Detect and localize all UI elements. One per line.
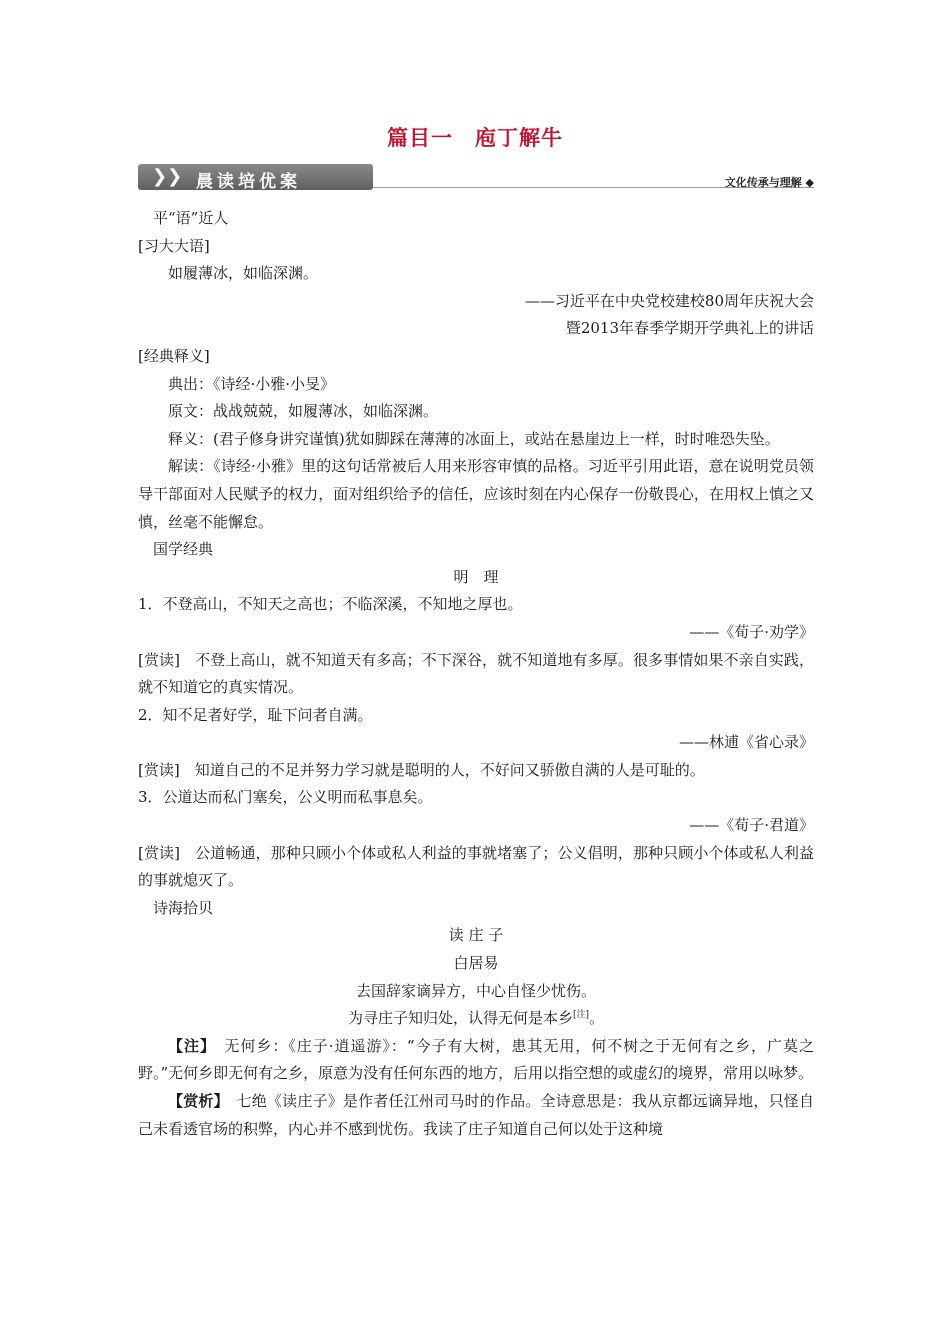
poem-title: 读 庄 子	[448, 926, 504, 945]
maxim-item: 3．公道达而私门塞矣，公义明而私事息矣。	[138, 788, 433, 807]
page-title	[0, 122, 950, 152]
sub-heading: 明 理	[453, 567, 499, 586]
note-label: 【注】	[168, 1036, 209, 1055]
maxim-item: 1．不登高山，不知天之高也；不临深溪，不知地之厚也。	[138, 595, 523, 614]
poem-note: 【注】 无何乡：《庄子·逍遥游》：“今子有大树，患其无用，何不树之于无何有之乡，广莫之野。”无何乡即无何有之乡，原意为没有任何东西的地方，后用以指空想的或虚幻的境界，常用以咏梦。	[138, 1036, 814, 1083]
main-content	[138, 205, 814, 1143]
quote-source-cont: 暨2013年春季学期开学典礼上的讲话	[565, 319, 814, 338]
section-heading: 诗海拾贝	[153, 898, 214, 917]
chevron-right-icon: ❯❯	[152, 166, 183, 187]
quote-source: ——习近平在中央党校建校80周年庆祝大会	[524, 291, 814, 310]
maxim-appreciation: [赏读] 知道自己的不足并努力学习就是聪明的人，不好问又骄傲自满的人是可耻的。	[138, 760, 705, 779]
poem-analysis: 【赏析】 七绝《读庄子》是作者任江州司马时的作品。全诗意思是：我从京都远谪异地，只怪自己未看透官场的积弊，内心并不感到忧伤。我读了庄子知道自己何以处于这种境	[138, 1092, 814, 1138]
maxim-item: 2．知不足者好学，耻下问者自满。	[138, 705, 373, 724]
section-heading: 国学经典	[153, 540, 214, 559]
interpretation-text: 释义：(君子修身讲究谨慎)犹如脚踩在薄薄的冰面上，或站在悬崖边上一样，时时唯恐失坠。	[168, 429, 780, 448]
banner-label-box	[138, 164, 373, 190]
banner-label: 晨读培优案	[196, 172, 301, 192]
poem-line-2: 为寻庄子知归处，认得无何是本乡[注]。	[347, 1009, 605, 1028]
maxim-source: ——《荀子·劝学》	[689, 622, 814, 641]
analysis-text: 解读：《诗经·小雅》里的这句话常被后人用来形容审慎的品格。习近平引用此语，意在说明党员领导干部面对人民赋予的权力，面对组织给予的信任，应该时刻在内心保存一份敬畏心，在用权上慎之又慎，丝毫不能懈怠。	[138, 457, 814, 531]
title-part-1: 篇目一	[387, 126, 453, 150]
analysis-label: 【赏析】	[168, 1092, 222, 1110]
banner-category: 文化传承与理解 ◆	[724, 176, 814, 189]
quote-text: 如履薄冰，如临深渊。	[168, 264, 319, 283]
poem-author: 白居易	[453, 954, 499, 973]
origin-line: 典出：《诗经·小雅·小旻》	[168, 374, 336, 393]
note-marker: [注]	[572, 1010, 590, 1021]
maxim-appreciation: [赏读] 公道畅通，那种只顾小个体或私人利益的事就堵塞了；公义倡明，那种只顾小个体或私人利益的事就熄灭了。	[138, 843, 814, 890]
title-part-2: 庖丁解牛	[475, 126, 563, 150]
original-text: 原文：战战兢兢，如履薄冰，如临深渊。	[168, 402, 439, 421]
poem-line-1: 去国辞家谪异方，中心自怪少忧伤。	[355, 981, 596, 1000]
label-classic-interpretation: [经典释义]	[138, 346, 210, 365]
maxim-appreciation: [赏读] 不登上高山，就不知道天有多高；不下深谷，就不知道地有多厚。很多事情如果不亲自实践，就不知道它的真实情况。	[138, 650, 814, 697]
section-banner	[138, 160, 814, 194]
maxim-source: ——林逋《省心录》	[678, 733, 814, 752]
section-heading: 平“语”近人	[153, 209, 229, 227]
maxim-source: ——《荀子·君道》	[689, 816, 814, 835]
label-xi-da-da-yu: [习大大语]	[138, 236, 210, 255]
